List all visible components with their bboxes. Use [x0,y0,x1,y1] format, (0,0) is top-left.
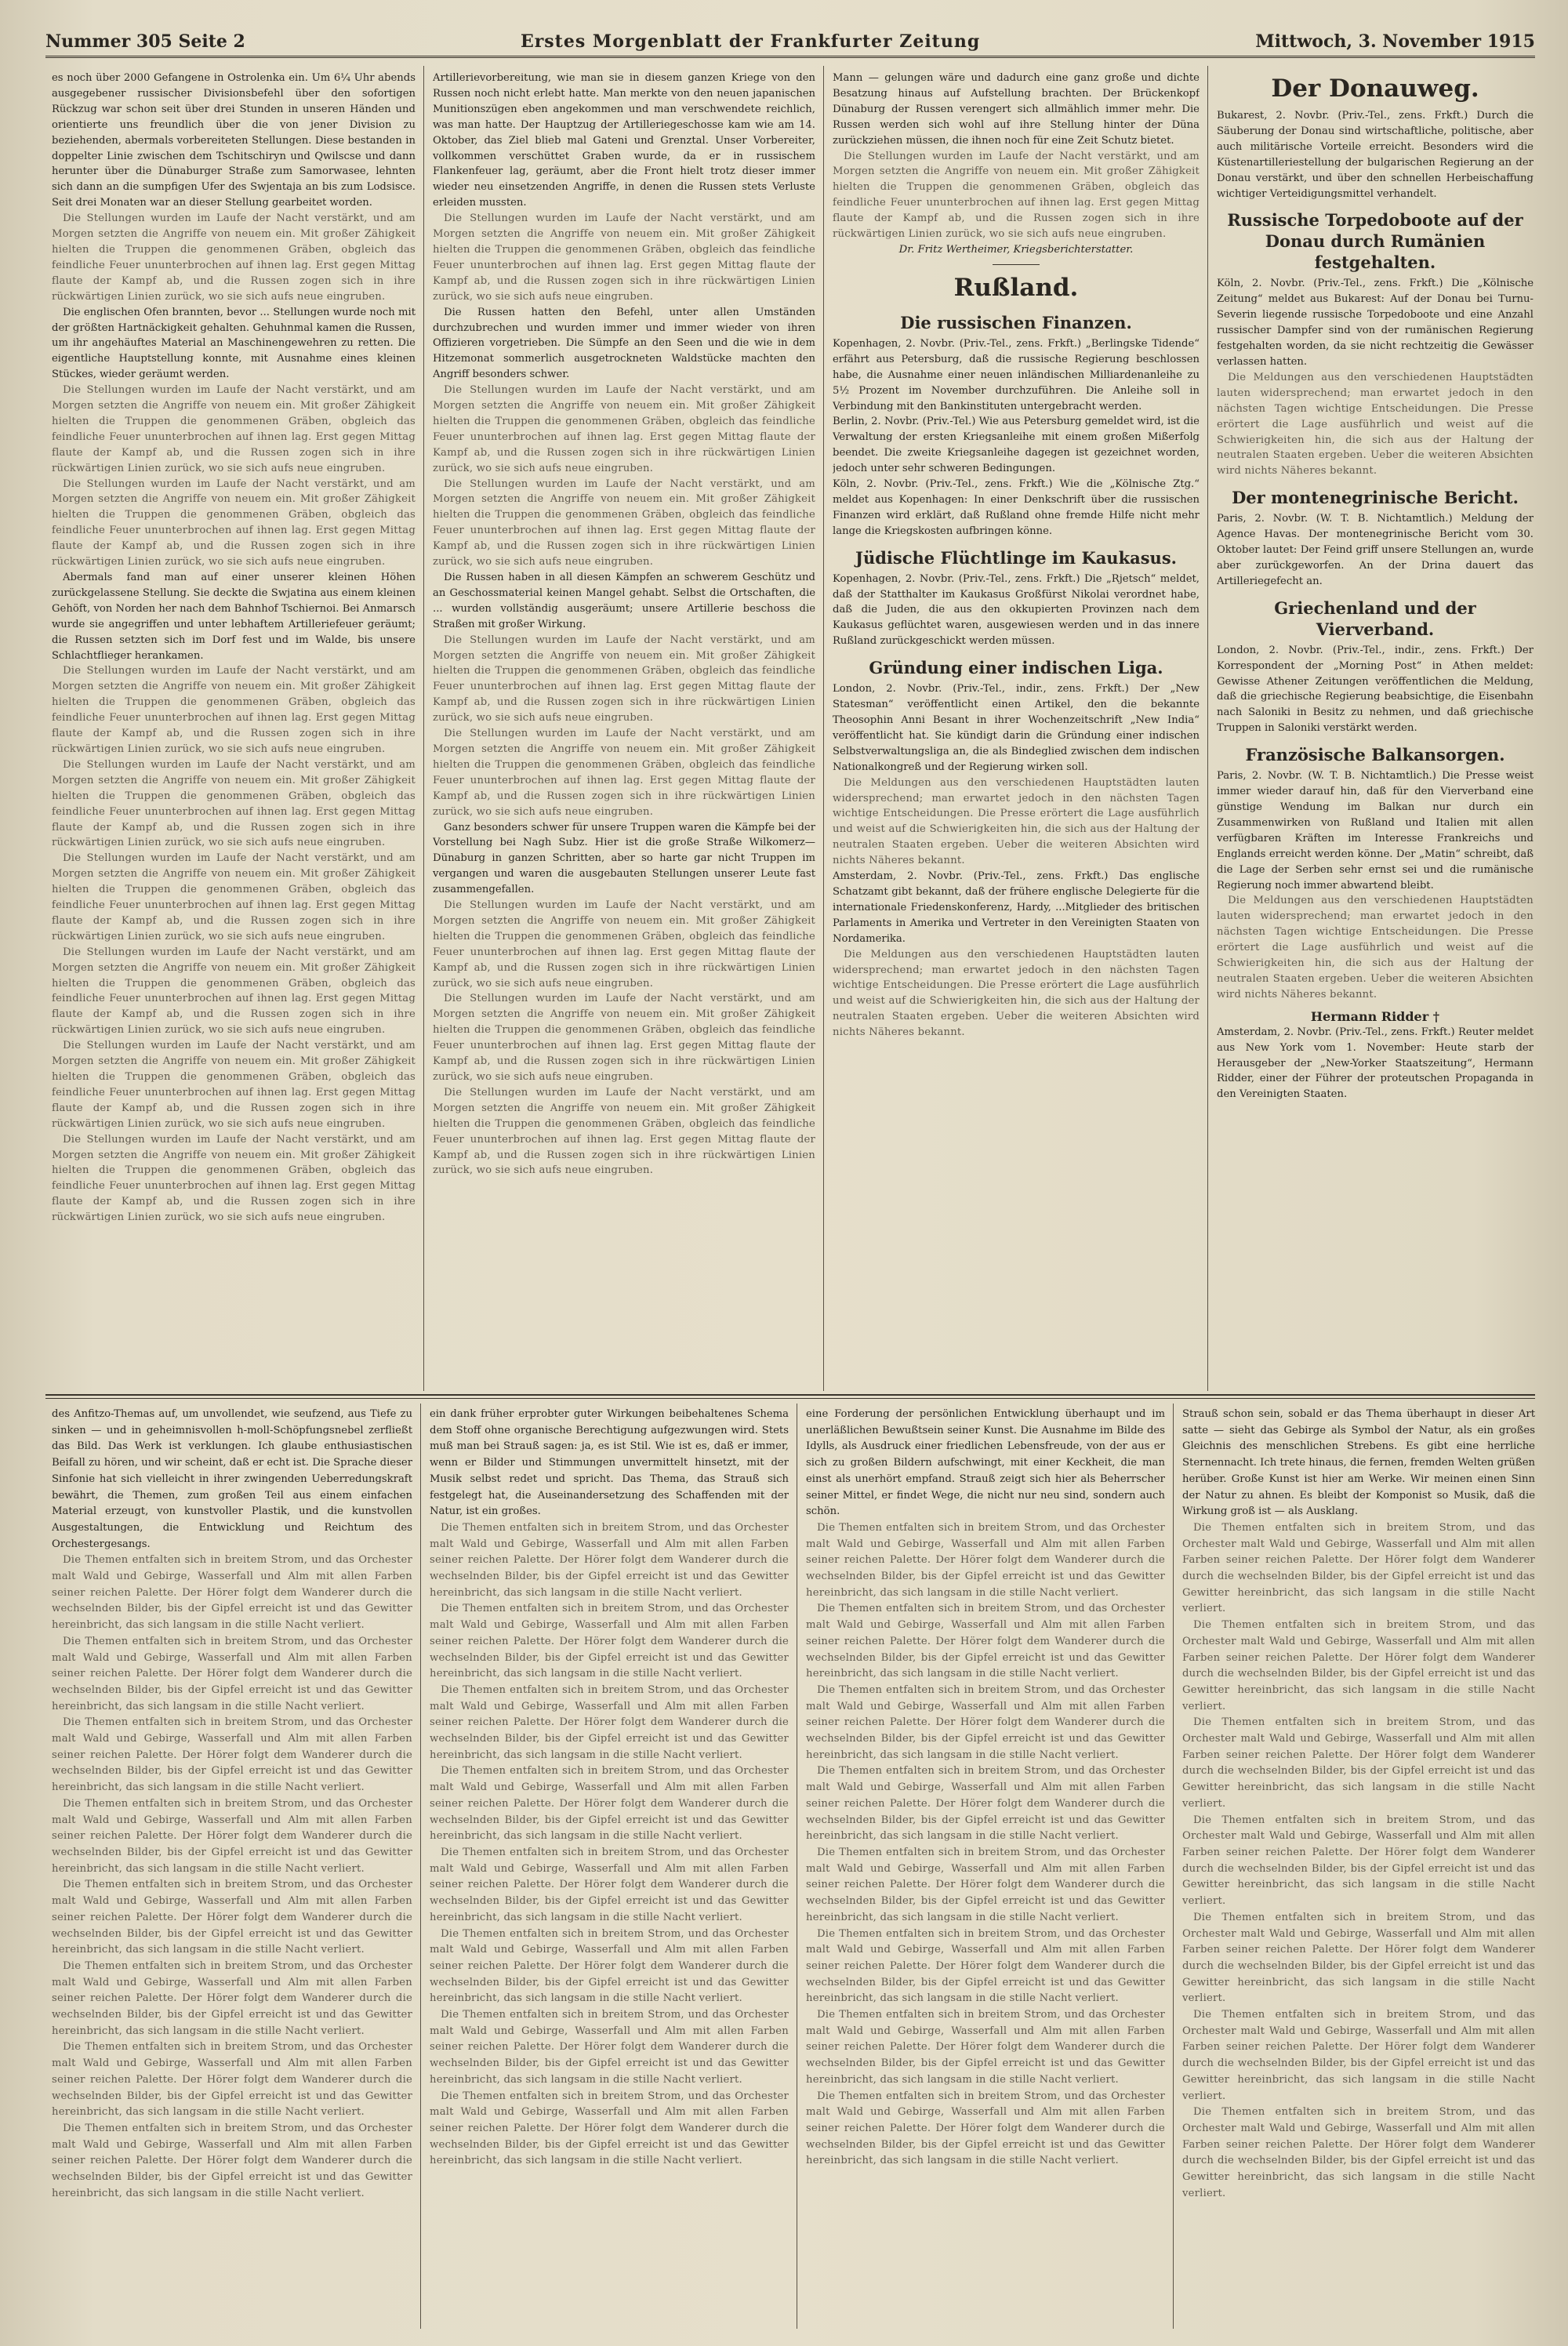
article-paragraph: Bukarest, 2. Novbr. (Priv.-Tel., zens. Frkft.) Durch die Säuberung der Donau sind wirtschaftliche, politische, aber auch militärische Vorteile erreicht. Besonders wird die Küstenartilleriestellung der bulgarischen Regierung an der Donau verstärkt, und über den schnellen Herbeischaffung wichtiger Verteidigungsmittel verhandelt. [1217,110,1534,200]
article-headline: Griechenland und der Vierverband. [1274,597,1476,639]
column-rule [420,1404,421,2329]
article-paragraph: Die Stellungen wurden im Laufe der Nacht verstärkt, und am Morgen setzten die Angriffe von neuem ein. Mit großer Zähigkeit hielten die Truppen die genommenen Gräben, obgleich das feindliche Feuer ununterbrochen auf ihnen lag. Erst gegen Mittag flaute der Kampf ab, und die Russen zogen sich in ihre rückwärtigen Linien zurück, wo sie sich aufs neue eingruben. [52,758,416,849]
feuilleton-rule [45,1398,1535,1399]
feuilleton-paragraph: Die Themen entfalten sich in breitem Strom, und das Orchester malt Wald und Gebirge, Wasserfall und Alm mit allen Farben seiner reichen Palette. Der Hörer folgt dem Wanderer durch die wechselnden Bilder, bis der Gipfel erreicht ist und das Gewitter hereinbricht, das sich langsam in die stille Nacht verliert. [806,1521,1165,1599]
column-rule [423,66,424,1391]
feuilleton-paragraph: Die Themen entfalten sich in breitem Strom, und das Orchester malt Wald und Gebirge, Wasserfall und Alm mit allen Farben seiner reichen Palette. Der Hörer folgt dem Wanderer durch die wechselnden Bilder, bis der Gipfel erreicht ist und das Gewitter hereinbricht, das sich langsam in die stille Nacht verliert. [430,1846,789,1923]
article-paragraph: Die Meldungen aus den verschiedenen Hauptstädten lauten widersprechend; man erwartet jedoch in den nächsten Tagen wichtige Entscheidungen. Die Presse erörtert die Lage ausführlich und weist auf die Schwierigkeiten hin, die sich aus der Haltung der neutralen Staaten ergeben. Ueber die weiteren Absichten wird nichts Näheres bekannt. [833,776,1200,867]
article-paragraph: Kopenhagen, 2. Novbr. (Priv.-Tel., zens. Frkft.) Die „Rjetsch“ meldet, daß der Statthalter im Kaukasus Großfürst Nikolai verordnet habe, daß die Juden, die aus den okkupierten Provinzen nach dem Kaukasus geflüchtet waren, ausgewiesen werden und in das innere Rußland zurückgeschickt werden müssen. [833,572,1200,648]
article-headline: Französische Balkansorgen. [1245,745,1505,765]
article-paragraph: Die Stellungen wurden im Laufe der Nacht verstärkt, und am Morgen setzten die Angriffe von neuem ein. Mit großer Zähigkeit hielten die Truppen die genommenen Gräben, obgleich das feindliche Feuer ununterbrochen auf ihnen lag. Erst gegen Mittag flaute der Kampf ab, und die Russen zogen sich in ihre rückwärtigen Linien zurück, wo sie sich aufs neue eingruben. [52,946,416,1037]
column-4 [1217,71,1534,1388]
article-paragraph: Die Meldungen aus den verschiedenen Hauptstädten lauten widersprechend; man erwartet jedoch in den nächsten Tagen wichtige Entscheidungen. Die Presse erörtert die Lage ausführlich und weist auf die Schwierigkeiten hin, die sich aus der Haltung der neutralen Staaten ergeben. Ueber die weiteren Absichten wird nichts Näheres bekannt. [1217,371,1534,478]
feuilleton-paragraph: Die Themen entfalten sich in breitem Strom, und das Orchester malt Wald und Gebirge, Wasserfall und Alm mit allen Farben seiner reichen Palette. Der Hörer folgt dem Wanderer durch die wechselnden Bilder, bis der Gipfel erreicht ist und das Gewitter hereinbricht, das sich langsam in die stille Nacht verliert. [806,2009,1165,2086]
column-rule [823,66,824,1391]
column-rule [1173,1404,1174,2329]
feuilleton-paragraph: Die Themen entfalten sich in breitem Strom, und das Orchester malt Wald und Gebirge, Wasserfall und Alm mit allen Farben seiner reichen Palette. Der Hörer folgt dem Wanderer durch die wechselnden Bilder, bis der Gipfel erreicht ist und das Gewitter hereinbricht, das sich langsam in die stille Nacht verliert. [52,1797,412,1875]
feuilleton-paragraph: Die Themen entfalten sich in breitem Strom, und das Orchester malt Wald und Gebirge, Wasserfall und Alm mit allen Farben seiner reichen Palette. Der Hörer folgt dem Wanderer durch die wechselnden Bilder, bis der Gipfel erreicht ist und das Gewitter hereinbricht, das sich langsam in die stille Nacht verliert. [1182,1521,1535,1615]
page-header [45,27,1535,58]
article-paragraph: Die Stellungen wurden im Laufe der Nacht verstärkt, und am Morgen setzten die Angriffe von neuem ein. Mit großer Zähigkeit hielten die Truppen die genommenen Gräben, obgleich das feindliche Feuer ununterbrochen auf ihnen lag. Erst gegen Mittag flaute der Kampf ab, und die Russen zogen sich in ihre rückwärtigen Linien zurück, wo sie sich aufs neue eingruben. [833,150,1200,241]
feuilleton-paragraph: Die Themen entfalten sich in breitem Strom, und das Orchester malt Wald und Gebirge, Wasserfall und Alm mit allen Farben seiner reichen Palette. Der Hörer folgt dem Wanderer durch die wechselnden Bilder, bis der Gipfel erreicht ist und das Gewitter hereinbricht, das sich langsam in die stille Nacht verliert. [430,1683,789,1761]
feuilleton-paragraph: Die Themen entfalten sich in breitem Strom, und das Orchester malt Wald und Gebirge, Wasserfall und Alm mit allen Farben seiner reichen Palette. Der Hörer folgt dem Wanderer durch die wechselnden Bilder, bis der Gipfel erreicht ist und das Gewitter hereinbricht, das sich langsam in die stille Nacht verliert. [1182,1619,1535,1712]
feuilleton-paragraph: Die Themen entfalten sich in breitem Strom, und das Orchester malt Wald und Gebirge, Wasserfall und Alm mit allen Farben seiner reichen Palette. Der Hörer folgt dem Wanderer durch die wechselnden Bilder, bis der Gipfel erreicht ist und das Gewitter hereinbricht, das sich langsam in die stille Nacht verliert. [52,1959,412,2037]
article-paragraph: Kopenhagen, 2. Novbr. (Priv.-Tel., zens. Frkft.) „Berlingske Tidende“ erfährt aus Petersburg, daß die russische Regierung beschlossen habe, die Ausnahme einer neuen inländischen Milliardenanleihe zu 5½ Prozent im November durchzuführen. Die Anleihe soll in Verbindung mit den Bankinstituten untergebracht werden. [833,337,1200,412]
feuilleton-paragraph: Die Themen entfalten sich in breitem Strom, und das Orchester malt Wald und Gebirge, Wasserfall und Alm mit allen Farben seiner reichen Palette. Der Hörer folgt dem Wanderer durch die wechselnden Bilder, bis der Gipfel erreicht ist und das Gewitter hereinbricht, das sich langsam in die stille Nacht verliert. [1182,1814,1535,1908]
article-headline: Russische Torpedoboote auf der Donau durch Rumänien festgehalten. [1227,210,1523,273]
article-paragraph: es noch über 2000 Gefangene in Ostrolenka ein. Um 6¼ Uhr abends ausgegebener russischer Divisionsbefehl über den sofortigen Rückzug war schon seit über drei Stunden in unseren Händen und orientierte uns freundlich über die von jener Division zu beziehenden, abermals vorbereiteten Stellungen. Diese bestanden in doppelter Linie zwischen dem Tschitschiryn und Qwilscse und dann herunter über die Dünaburger Straße zum Samorwasee, lehnten sich dann an die sumpfigen Ufer des Swjentaja an bis zum Lodsisce. Seit drei Monaten war an dieser Stellung gearbeitet worden. [52,72,416,209]
article-paragraph: Die Stellungen wurden im Laufe der Nacht verstärkt, und am Morgen setzten die Angriffe von neuem ein. Mit großer Zähigkeit hielten die Truppen die genommenen Gräben, obgleich das feindliche Feuer ununterbrochen auf ihnen lag. Erst gegen Mittag flaute der Kampf ab, und die Russen zogen sich in ihre rückwärtigen Linien zurück, wo sie sich aufs neue eingruben. [433,728,815,818]
article-paragraph: Die Stellungen wurden im Laufe der Nacht verstärkt, und am Morgen setzten die Angriffe von neuem ein. Mit großer Zähigkeit hielten die Truppen die genommenen Gräben, obgleich das feindliche Feuer ununterbrochen auf ihnen lag. Erst gegen Mittag flaute der Kampf ab, und die Russen zogen sich in ihre rückwärtigen Linien zurück, wo sie sich aufs neue eingruben. [433,478,815,568]
article-paragraph: Die Russen hatten den Befehl, unter allen Umständen durchzubrechen und wurden immer und immer wieder von ihren Offizieren vorgetrieben. Die Sümpfe an den Seen und die wie in dem Hitzemonat sommerlich ausgetrockneten Waldstücke machten den Angriff besonders schwer. [433,306,815,381]
column-2 [433,71,815,1388]
feuilleton-paragraph: Die Themen entfalten sich in breitem Strom, und das Orchester malt Wald und Gebirge, Wasserfall und Alm mit allen Farben seiner reichen Palette. Der Hörer folgt dem Wanderer durch die wechselnden Bilder, bis der Gipfel erreicht ist und das Gewitter hereinbricht, das sich langsam in die stille Nacht verliert. [1182,1911,1535,2005]
feuilleton-paragraph: Die Themen entfalten sich in breitem Strom, und das Orchester malt Wald und Gebirge, Wasserfall und Alm mit allen Farben seiner reichen Palette. Der Hörer folgt dem Wanderer durch die wechselnden Bilder, bis der Gipfel erreicht ist und das Gewitter hereinbricht, das sich langsam in die stille Nacht verliert. [52,1716,412,1794]
feuilleton-paragraph: Die Themen entfalten sich in breitem Strom, und das Orchester malt Wald und Gebirge, Wasserfall und Alm mit allen Farben seiner reichen Palette. Der Hörer folgt dem Wanderer durch die wechselnden Bilder, bis der Gipfel erreicht ist und das Gewitter hereinbricht, das sich langsam in die stille Nacht verliert. [430,1765,789,1843]
article-paragraph: Die Stellungen wurden im Laufe der Nacht verstärkt, und am Morgen setzten die Angriffe von neuem ein. Mit großer Zähigkeit hielten die Truppen die genommenen Gräben, obgleich das feindliche Feuer ununterbrochen auf ihnen lag. Erst gegen Mittag flaute der Kampf ab, und die Russen zogen sich in ihre rückwärtigen Linien zurück, wo sie sich aufs neue eingruben. [433,212,815,303]
article-paragraph: Die Stellungen wurden im Laufe der Nacht verstärkt, und am Morgen setzten die Angriffe von neuem ein. Mit großer Zähigkeit hielten die Truppen die genommenen Gräben, obgleich das feindliche Feuer ununterbrochen auf ihnen lag. Erst gegen Mittag flaute der Kampf ab, und die Russen zogen sich in ihre rückwärtigen Linien zurück, wo sie sich aufs neue eingruben. [52,384,416,474]
article-paragraph: Die Stellungen wurden im Laufe der Nacht verstärkt, und am Morgen setzten die Angriffe von neuem ein. Mit großer Zähigkeit hielten die Truppen die genommenen Gräben, obgleich das feindliche Feuer ununterbrochen auf ihnen lag. Erst gegen Mittag flaute der Kampf ab, und die Russen zogen sich in ihre rückwärtigen Linien zurück, wo sie sich aufs neue eingruben. [433,384,815,474]
article-paragraph: Artillerievorbereitung, wie man sie in diesem ganzen Kriege von den Russen noch nicht erlebt hatte. Man merkte von den neuen japanischen Munitionszügen eben angekommen und man verschwendete reichlich, was man hatte. Der Hauptzug der Artilleriegeschosse kam wie am 14. Oktober, das Ziel blieb mal Gateni und Grenztal. Unser Vorbereiter, vollkommen verschüttet Graben wurde, da er in russischem Flankenfeuer lag, geräumt, aber die Front hielt trotz dieser immer wieder neu einsetzenden Angriffe, in denen die Russen stets Verluste erleiden mussten. [433,72,815,209]
article-paragraph: London, 2. Novbr. (Priv.-Tel., indir., zens. Frkft.) Der „New Statesman“ veröffentlicht einen Artikel, den die bekannte Theosophin Anni Besant in ihrer Wochenzeitschrift „New India“ veröffentlicht hat. Sie kündigt darin die Gründung einer indischen Selbstverwaltungsliga an, die als Bindeglied zwischen dem indischen Nationalkongreß und der Regierung wirken soll. [833,683,1200,773]
column-1 [52,71,416,1388]
feuilleton-paragraph: Die Themen entfalten sich in breitem Strom, und das Orchester malt Wald und Gebirge, Wasserfall und Alm mit allen Farben seiner reichen Palette. Der Hörer folgt dem Wanderer durch die wechselnden Bilder, bis der Gipfel erreicht ist und das Gewitter hereinbricht, das sich langsam in die stille Nacht verliert. [52,2041,412,2119]
feuilleton-paragraph: Die Themen entfalten sich in breitem Strom, und das Orchester malt Wald und Gebirge, Wasserfall und Alm mit allen Farben seiner reichen Palette. Der Hörer folgt dem Wanderer durch die wechselnden Bilder, bis der Gipfel erreicht ist und das Gewitter hereinbricht, das sich langsam in die stille Nacht verliert. [806,1765,1165,1843]
article-paragraph: Mann — gelungen wäre und dadurch eine ganz große und dichte Besatzung hinaus auf Aufstellung brachten. Der Brückenkopf Dünaburg der Russen verengert sich allmählich immer mehr. Die Russen werden sich wohl auf ihre Stellung hinter der Düna zurückziehen müssen, die ihnen noch für eine Zeit Schutz bietet. [833,72,1200,147]
feuilleton-paragraph: Die Themen entfalten sich in breitem Strom, und das Orchester malt Wald und Gebirge, Wasserfall und Alm mit allen Farben seiner reichen Palette. Der Hörer folgt dem Wanderer durch die wechselnden Bilder, bis der Gipfel erreicht ist und das Gewitter hereinbricht, das sich langsam in die stille Nacht verliert. [1182,1716,1535,1810]
article-paragraph: Die Stellungen wurden im Laufe der Nacht verstärkt, und am Morgen setzten die Angriffe von neuem ein. Mit großer Zähigkeit hielten die Truppen die genommenen Gräben, obgleich das feindliche Feuer ununterbrochen auf ihnen lag. Erst gegen Mittag flaute der Kampf ab, und die Russen zogen sich in ihre rückwärtigen Linien zurück, wo sie sich aufs neue eingruben. [433,899,815,990]
feuilleton-paragraph: ein dank früher erprobter guter Wirkungen beibehaltenes Schema dem Stoff ohne organische Berechtigung aufgezwungen wird. Stets muß man bei Strauß sagen: ja, es ist Stil. Wie ist es, daß er immer, wenn er Bilder und Stimmungen unvermittelt hinsetzt, mit der Musik selbst redet und spricht. Das Thema, das Strauß sich festgelegt hat, die Auseinandersetzung des Schaffenden mit der Natur, ist ein großes. [430,1408,789,1518]
feuilleton-paragraph: Die Themen entfalten sich in breitem Strom, und das Orchester malt Wald und Gebirge, Wasserfall und Alm mit allen Farben seiner reichen Palette. Der Hörer folgt dem Wanderer durch die wechselnden Bilder, bis der Gipfel erreicht ist und das Gewitter hereinbricht, das sich langsam in die stille Nacht verliert. [806,1603,1165,1680]
feuilleton-paragraph: des Anfitzo-Themas auf, um unvollendet, wie seufzend, aus Tiefe zu sinken — und in geheimnisvollen h-moll-Schöpfungsnebel zerfließt das Bild. Das Werk ist verklungen. Ich glaube enthusiastischen Beifall zu hören, und wir scheint, daß er echt ist. Die Sprache dieser Sinfonie hat sich vielleicht in ihrer zwingenden Ueberredungskraft bewährt, die Themen, zum großen Teil aus einem einfachen Material erzeugt, von kunstvoller Plastik, und die kunstvollen Ausgestaltungen, die Entwicklung und Reichtum des Orchestergesangs. [52,1408,412,1550]
feuilleton-paragraph: Die Themen entfalten sich in breitem Strom, und das Orchester malt Wald und Gebirge, Wasserfall und Alm mit allen Farben seiner reichen Palette. Der Hörer folgt dem Wanderer durch die wechselnden Bilder, bis der Gipfel erreicht ist und das Gewitter hereinbricht, das sich langsam in die stille Nacht verliert. [1182,2009,1535,2102]
section-title: Rußland. [953,273,1079,302]
obituary-headline: Hermann Ridder † [1310,1008,1440,1024]
article-paragraph: Paris, 2. Novbr. (W. T. B. Nichtamtlich.) Die Presse weist immer wieder darauf hin, daß für den Vierverband eine günstige Wendung im Balkan nur durch ein Zusammenwirken von Rußland und Italien mit allen verfügbaren Kräften im Interesse Frankreichs und Englands erreicht werden könne. Der „Matin“ schreibt, daß die Lage der Serben sehr ernst sei und die rumänische Regierung noch immer abwartend bleibt. [1217,770,1534,892]
author-signature: Dr. Fritz Wertheimer, Kriegsberichterstatter. [898,243,1134,256]
feuilleton-paragraph: Die Themen entfalten sich in breitem Strom, und das Orchester malt Wald und Gebirge, Wasserfall und Alm mit allen Farben seiner reichen Palette. Der Hörer folgt dem Wanderer durch die wechselnden Bilder, bis der Gipfel erreicht ist und das Gewitter hereinbricht, das sich langsam in die stille Nacht verliert. [806,1846,1165,1923]
article-headline: Die russischen Finanzen. [900,312,1132,332]
article-headline: Jüdische Flüchtlinge im Kaukasus. [855,547,1177,568]
article-paragraph: Die Stellungen wurden im Laufe der Nacht verstärkt, und am Morgen setzten die Angriffe von neuem ein. Mit großer Zähigkeit hielten die Truppen die genommenen Gräben, obgleich das feindliche Feuer ununterbrochen auf ihnen lag. Erst gegen Mittag flaute der Kampf ab, und die Russen zogen sich in ihre rückwärtigen Linien zurück, wo sie sich aufs neue eingruben. [433,634,815,724]
feuilleton-column-2 [430,1407,789,2324]
article-paragraph: Die englischen Ofen brannten, bevor ... Stellungen wurde noch mit der größten Hartnäckigkeit gehalten. Gehuhnmal kamen die Russen, um ihr angehäuftes Material an Maschinengewehren zu retten. Die eigentliche Hauptstellung konnte, mit Ausnahme eines kleinen Stückes, wieder geräumt werden. [52,306,416,381]
feuilleton-paragraph: Die Themen entfalten sich in breitem Strom, und das Orchester malt Wald und Gebirge, Wasserfall und Alm mit allen Farben seiner reichen Palette. Der Hörer folgt dem Wanderer durch die wechselnden Bilder, bis der Gipfel erreicht ist und das Gewitter hereinbricht, das sich langsam in die stille Nacht verliert. [52,1879,412,1956]
article-paragraph: Amsterdam, 2. Novbr. (Priv.-Tel., zens. Frkft.) Das englische Schatzamt gibt bekannt, daß der frühere englische Delegierte für die internationale Friedenskonferenz, Hardy, ...Mitglieder des britischen Parlaments in Amerika und Vertreter in den Vereinigten Staaten von Nordamerika. [833,870,1200,945]
feuilleton-rule [45,1394,1535,1396]
feuilleton-paragraph: Die Themen entfalten sich in breitem Strom, und das Orchester malt Wald und Gebirge, Wasserfall und Alm mit allen Farben seiner reichen Palette. Der Hörer folgt dem Wanderer durch die wechselnden Bilder, bis der Gipfel erreicht ist und das Gewitter hereinbricht, das sich langsam in die stille Nacht verliert. [430,1521,789,1599]
feuilleton-paragraph: Die Themen entfalten sich in breitem Strom, und das Orchester malt Wald und Gebirge, Wasserfall und Alm mit allen Farben seiner reichen Palette. Der Hörer folgt dem Wanderer durch die wechselnden Bilder, bis der Gipfel erreicht ist und das Gewitter hereinbricht, das sich langsam in die stille Nacht verliert. [430,1603,789,1680]
article-paragraph: Die Stellungen wurden im Laufe der Nacht verstärkt, und am Morgen setzten die Angriffe von neuem ein. Mit großer Zähigkeit hielten die Truppen die genommenen Gräben, obgleich das feindliche Feuer ununterbrochen auf ihnen lag. Erst gegen Mittag flaute der Kampf ab, und die Russen zogen sich in ihre rückwärtigen Linien zurück, wo sie sich aufs neue eingruben. [52,1040,416,1130]
feuilleton-paragraph: Die Themen entfalten sich in breitem Strom, und das Orchester malt Wald und Gebirge, Wasserfall und Alm mit allen Farben seiner reichen Palette. Der Hörer folgt dem Wanderer durch die wechselnden Bilder, bis der Gipfel erreicht ist und das Gewitter hereinbricht, das sich langsam in die stille Nacht verliert. [52,1554,412,1632]
article-paragraph: Die Stellungen wurden im Laufe der Nacht verstärkt, und am Morgen setzten die Angriffe von neuem ein. Mit großer Zähigkeit hielten die Truppen die genommenen Gräben, obgleich das feindliche Feuer ununterbrochen auf ihnen lag. Erst gegen Mittag flaute der Kampf ab, und die Russen zogen sich in ihre rückwärtigen Linien zurück, wo sie sich aufs neue eingruben. [52,852,416,942]
article-paragraph: Ganz besonders schwer für unsere Truppen waren die Kämpfe bei der Vorstellung bei Nagh Subz. Hier ist die große Straße Wilkomerz—Dünaburg in ganzen Schritten, aber so harte gar nicht Truppen im vergangen und waren die ausgebauten Stellungen unserer Leute fast zusammengefallen. [433,821,815,896]
article-paragraph: Paris, 2. Novbr. (W. T. B. Nichtamtlich.) Meldung der Agence Havas. Der montenegrinische Bericht vom 30. Oktober lautet: Der Feind griff unsere Stellungen an, wurde aber zurückgeworfen. An der Drina dauert das Artilleriegefecht an. [1217,513,1534,587]
feuilleton-paragraph: eine Forderung der persönlichen Entwicklung überhaupt und im unerläßlichen Bewußtsein seiner Kunst. Die Ausnahme im Bilde des Idylls, als Ausdruck einer friedlichen Lebensfreude, von der aus er sich zu großen Bildern aufschwingt, mit einer Keckheit, die man einst als unerhört empfand. Strauß zeigt sich hier als Beherrscher seiner Mittel, er findet Wege, die nicht nur neu sind, sondern auch schön. [806,1408,1165,1518]
article-headline: Der montenegrinische Bericht. [1232,488,1519,508]
article-paragraph: Köln, 2. Novbr. (Priv.-Tel., zens. Frkft.) Wie die „Kölnische Ztg.“ meldet aus Kopenhagen: In einer Denkschrift über die russischen Finanzen wird erklärt, daß Rußland ohne fremde Hilfe nicht mehr lange die Kriegskosten aufbringen könne. [833,478,1200,537]
article-paragraph: Die Russen haben in all diesen Kämpfen an schwerem Geschütz und an Geschossmaterial keinen Mangel gehabt. Selbst die Ortschaften, die ... wurden vollständig ausgeräumt; unsere Artillerie beschoss die Straßen mit großer Wirkung. [433,572,815,630]
feuilleton-column-3 [806,1407,1165,2324]
article-paragraph: Die Stellungen wurden im Laufe der Nacht verstärkt, und am Morgen setzten die Angriffe von neuem ein. Mit großer Zähigkeit hielten die Truppen die genommenen Gräben, obgleich das feindliche Feuer ununterbrochen auf ihnen lag. Erst gegen Mittag flaute der Kampf ab, und die Russen zogen sich in ihre rückwärtigen Linien zurück, wo sie sich aufs neue eingruben. [52,478,416,568]
feuilleton-paragraph: Strauß schon sein, sobald er das Thema überhaupt in dieser Art satte — sieht das Gebirge als Symbol der Natur, als ein großes Gleichnis des menschlichen Strebens. Es gibt eine herrliche Sternennacht. Ich trete hinaus, die fernen, fremden Welten grüßen herüber. Große Kunst ist hier am Werke. Wir meinen einen Sinn der Natur zu ahnen. Es bleibt der Komponist so Musik, daß die Wirkung groß ist — als Ausklang. [1182,1408,1535,1518]
article-paragraph: Köln, 2. Novbr. (Priv.-Tel., zens. Frkft.) Die „Kölnische Zeitung“ meldet aus Bukarest: Auf der Donau bei Turnu-Severin liegende russische Torpedoboote und eine Anzahl russischer Dampfer sind von der rumänischen Regierung festgehalten worden, da sie nicht rechtzeitig die Gewässer verlassen hatten. [1217,278,1534,368]
article-paragraph: Die Stellungen wurden im Laufe der Nacht verstärkt, und am Morgen setzten die Angriffe von neuem ein. Mit großer Zähigkeit hielten die Truppen die genommenen Gräben, obgleich das feindliche Feuer ununterbrochen auf ihnen lag. Erst gegen Mittag flaute der Kampf ab, und die Russen zogen sich in ihre rückwärtigen Linien zurück, wo sie sich aufs neue eingruben. [433,1086,815,1177]
section-title: Der Donauweg. [1271,74,1479,103]
header-masthead: Erstes Morgenblatt der Frankfurter Zeitung [520,31,981,52]
column-rule [1207,66,1208,1391]
article-paragraph: London, 2. Novbr. (Priv.-Tel., indir., zens. Frkft.) Der Korrespondent der „Morning Post“ in Athen meldet: Gewisse Athener Zeitungen veröffentlichen die Meldung, daß die griechische Regierung beabsichtige, die Eisenbahn nach Saloniki in Besitz zu nehmen, und daß griechische Truppen in Saloniki verstärkt werden. [1217,644,1534,735]
header-date: Mittwoch, 3. November 1915 [1255,31,1535,52]
feuilleton-paragraph: Die Themen entfalten sich in breitem Strom, und das Orchester malt Wald und Gebirge, Wasserfall und Alm mit allen Farben seiner reichen Palette. Der Hörer folgt dem Wanderer durch die wechselnden Bilder, bis der Gipfel erreicht ist und das Gewitter hereinbricht, das sich langsam in die stille Nacht verliert. [430,2009,789,2086]
article-paragraph: Berlin, 2. Novbr. (Priv.-Tel.) Wie aus Petersburg gemeldet wird, ist die Verwaltung der ersten Kriegsanleihe mit einem großen Mißerfolg beendet. Die zweite Kriegsanleihe dagegen ist gezeichnet worden, jedoch unter sehr schweren Bedingungen. [833,416,1200,475]
article-paragraph: Die Stellungen wurden im Laufe der Nacht verstärkt, und am Morgen setzten die Angriffe von neuem ein. Mit großer Zähigkeit hielten die Truppen die genommenen Gräben, obgleich das feindliche Feuer ununterbrochen auf ihnen lag. Erst gegen Mittag flaute der Kampf ab, und die Russen zogen sich in ihre rückwärtigen Linien zurück, wo sie sich aufs neue eingruben. [52,212,416,303]
feuilleton-paragraph: Die Themen entfalten sich in breitem Strom, und das Orchester malt Wald und Gebirge, Wasserfall und Alm mit allen Farben seiner reichen Palette. Der Hörer folgt dem Wanderer durch die wechselnden Bilder, bis der Gipfel erreicht ist und das Gewitter hereinbricht, das sich langsam in die stille Nacht verliert. [52,2122,412,2199]
article-paragraph: Die Stellungen wurden im Laufe der Nacht verstärkt, und am Morgen setzten die Angriffe von neuem ein. Mit großer Zähigkeit hielten die Truppen die genommenen Gräben, obgleich das feindliche Feuer ununterbrochen auf ihnen lag. Erst gegen Mittag flaute der Kampf ab, und die Russen zogen sich in ihre rückwärtigen Linien zurück, wo sie sich aufs neue eingruben. [52,665,416,755]
feuilleton-paragraph: Die Themen entfalten sich in breitem Strom, und das Orchester malt Wald und Gebirge, Wasserfall und Alm mit allen Farben seiner reichen Palette. Der Hörer folgt dem Wanderer durch die wechselnden Bilder, bis der Gipfel erreicht ist und das Gewitter hereinbricht, das sich langsam in die stille Nacht verliert. [430,2090,789,2167]
article-headline: Gründung einer indischen Liga. [869,658,1163,678]
feuilleton-paragraph: Die Themen entfalten sich in breitem Strom, und das Orchester malt Wald und Gebirge, Wasserfall und Alm mit allen Farben seiner reichen Palette. Der Hörer folgt dem Wanderer durch die wechselnden Bilder, bis der Gipfel erreicht ist und das Gewitter hereinbricht, das sich langsam in die stille Nacht verliert. [806,1927,1165,2005]
feuilleton-column-1 [52,1407,412,2324]
divider [993,264,1040,265]
feuilleton-paragraph: Die Themen entfalten sich in breitem Strom, und das Orchester malt Wald und Gebirge, Wasserfall und Alm mit allen Farben seiner reichen Palette. Der Hörer folgt dem Wanderer durch die wechselnden Bilder, bis der Gipfel erreicht ist und das Gewitter hereinbricht, das sich langsam in die stille Nacht verliert. [806,1683,1165,1761]
article-paragraph: Die Stellungen wurden im Laufe der Nacht verstärkt, und am Morgen setzten die Angriffe von neuem ein. Mit großer Zähigkeit hielten die Truppen die genommenen Gräben, obgleich das feindliche Feuer ununterbrochen auf ihnen lag. Erst gegen Mittag flaute der Kampf ab, und die Russen zogen sich in ihre rückwärtigen Linien zurück, wo sie sich aufs neue eingruben. [433,993,815,1083]
header-issue: Nummer 305 Seite 2 [45,31,245,52]
article-paragraph: Abermals fand man auf einer unserer kleinen Höhen zurückgelassene Stellung. Sie deckte die Swjatina aus einem kleinen Gehöft, von Norden her nach dem Bahnhof Tschiernoi. Bei Anmarsch wurde sie angegriffen und unter lebhaftem Artilleriefeuer geräumt; die Russen setzten sich im Dorf fest und im Walde, bis unsere Schlachtflieger herankamen. [52,572,416,662]
feuilleton-paragraph: Die Themen entfalten sich in breitem Strom, und das Orchester malt Wald und Gebirge, Wasserfall und Alm mit allen Farben seiner reichen Palette. Der Hörer folgt dem Wanderer durch die wechselnden Bilder, bis der Gipfel erreicht ist und das Gewitter hereinbricht, das sich langsam in die stille Nacht verliert. [1182,2106,1535,2199]
feuilleton-column-4 [1182,1407,1535,2324]
article-paragraph: Die Stellungen wurden im Laufe der Nacht verstärkt, und am Morgen setzten die Angriffe von neuem ein. Mit großer Zähigkeit hielten die Truppen die genommenen Gräben, obgleich das feindliche Feuer ununterbrochen auf ihnen lag. Erst gegen Mittag flaute der Kampf ab, und die Russen zogen sich in ihre rückwärtigen Linien zurück, wo sie sich aufs neue eingruben. [52,1133,416,1224]
feuilleton-paragraph: Die Themen entfalten sich in breitem Strom, und das Orchester malt Wald und Gebirge, Wasserfall und Alm mit allen Farben seiner reichen Palette. Der Hörer folgt dem Wanderer durch die wechselnden Bilder, bis der Gipfel erreicht ist und das Gewitter hereinbricht, das sich langsam in die stille Nacht verliert. [430,1927,789,2005]
column-3 [833,71,1200,1388]
feuilleton-paragraph: Die Themen entfalten sich in breitem Strom, und das Orchester malt Wald und Gebirge, Wasserfall und Alm mit allen Farben seiner reichen Palette. Der Hörer folgt dem Wanderer durch die wechselnden Bilder, bis der Gipfel erreicht ist und das Gewitter hereinbricht, das sich langsam in die stille Nacht verliert. [52,1635,412,1712]
article-paragraph: Die Meldungen aus den verschiedenen Hauptstädten lauten widersprechend; man erwartet jedoch in den nächsten Tagen wichtige Entscheidungen. Die Presse erörtert die Lage ausführlich und weist auf die Schwierigkeiten hin, die sich aus der Haltung der neutralen Staaten ergeben. Ueber die weiteren Absichten wird nichts Näheres bekannt. [833,948,1200,1039]
article-paragraph: Die Meldungen aus den verschiedenen Hauptstädten lauten widersprechend; man erwartet jedoch in den nächsten Tagen wichtige Entscheidungen. Die Presse erörtert die Lage ausführlich und weist auf die Schwierigkeiten hin, die sich aus der Haltung der neutralen Staaten ergeben. Ueber die weiteren Absichten wird nichts Näheres bekannt. [1217,895,1534,1000]
article-paragraph: Amsterdam, 2. Novbr. (Priv.-Tel., zens. Frkft.) Reuter meldet aus New York vom 1. November: Heute starb der Herausgeber der „New-Yorker Staatszeitung“, Hermann Ridder, einer der Führer der proteutschen Propaganda in den Vereinigten Staaten. [1217,1026,1534,1101]
feuilleton-paragraph: Die Themen entfalten sich in breitem Strom, und das Orchester malt Wald und Gebirge, Wasserfall und Alm mit allen Farben seiner reichen Palette. Der Hörer folgt dem Wanderer durch die wechselnden Bilder, bis der Gipfel erreicht ist und das Gewitter hereinbricht, das sich langsam in die stille Nacht verliert. [806,2090,1165,2167]
